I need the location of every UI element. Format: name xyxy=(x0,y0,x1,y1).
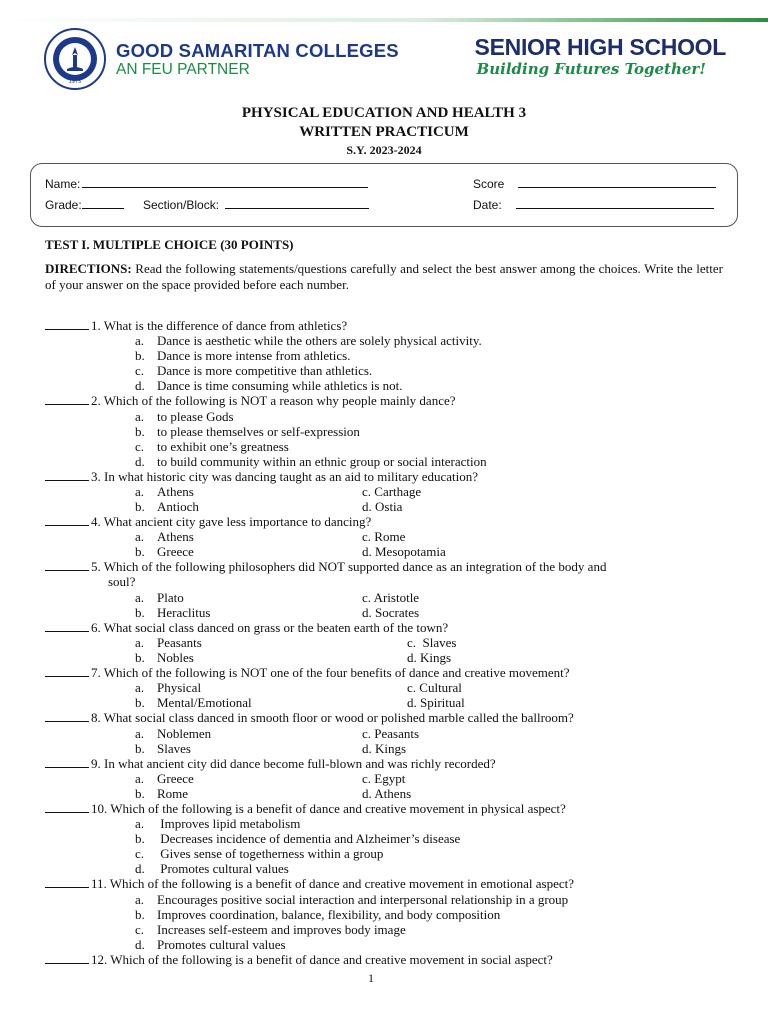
question-text: 11. Which of the following is a benefit of dance and creative movement in emotional aspect? xyxy=(91,876,574,891)
choice-3b: b. Antioch xyxy=(135,499,199,514)
choice-10a: a. Improves lipid metabolism xyxy=(135,816,301,831)
choice-11c: c. Increases self-esteem and improves body image xyxy=(135,922,406,937)
choice-7d: d. Spiritual xyxy=(407,695,465,710)
question-text: 6. What social class danced on grass or the beaten earth of the town? xyxy=(91,620,449,635)
college-name-line1: GOOD SAMARITAN COLLEGES xyxy=(116,40,399,61)
choice-9c: c. Egypt xyxy=(362,771,406,786)
question-text: 12. Which of the following is a benefit of dance and creative movement in social aspect? xyxy=(91,952,553,967)
question-text: 7. Which of the following is NOT one of the four benefits of dance and creative movement? xyxy=(91,665,570,680)
choice-1a: a. Dance is aesthetic while the others are solely physical activity. xyxy=(135,333,482,348)
question-10 xyxy=(45,801,566,817)
choice-7c: c. Cultural xyxy=(407,680,462,695)
question-3 xyxy=(45,469,478,485)
choice-3a: a. Athens xyxy=(135,484,194,499)
answer-blank[interactable] xyxy=(45,710,89,722)
answer-blank[interactable] xyxy=(45,876,89,888)
college-name-line2: AN FEU PARTNER xyxy=(116,61,250,78)
choice-11b: b. Improves coordination, balance, flexibility, and body composition xyxy=(135,907,501,922)
choice-8b: b. Slaves xyxy=(135,741,191,756)
test-title: TEST I. MULTIPLE CHOICE (30 POINTS) xyxy=(45,237,294,252)
directions-text: Read the following statements/questions carefully and select the best answer among the choices. Write the letter of your answer on the space provided before each number. xyxy=(45,261,723,292)
page-number: 1 xyxy=(368,971,374,985)
choice-1c: c. Dance is more competitive than athletics. xyxy=(135,363,373,378)
student-info-box xyxy=(30,163,738,227)
choice-5d: d. Socrates xyxy=(362,605,420,620)
name-line[interactable] xyxy=(82,175,368,188)
section-label: Section/Block: xyxy=(143,198,220,212)
document-title xyxy=(0,104,768,159)
shs-title: SENIOR HIGH SCHOOL xyxy=(474,34,726,60)
choice-4b: b. Greece xyxy=(135,544,194,559)
choice-4c: c. Rome xyxy=(362,529,406,544)
shs-tagline: Building Futures Together! xyxy=(476,60,706,78)
date-label: Date: xyxy=(473,198,502,212)
question-text: 10. Which of the following is a benefit of dance and creative movement in physical aspect? xyxy=(91,801,566,816)
choice-8a: a. Noblemen xyxy=(135,726,212,741)
header-accent-bar xyxy=(0,18,768,22)
score-line[interactable] xyxy=(518,175,716,188)
choice-3d: d. Ostia xyxy=(362,499,403,514)
question-12 xyxy=(45,952,553,968)
question-9 xyxy=(45,756,496,772)
choice-3c: c. Carthage xyxy=(362,484,422,499)
choice-10d: d. Promotes cultural values xyxy=(135,861,289,876)
choice-2b: b. to please themselves or self-expression xyxy=(135,424,360,439)
question-text: 3. In what historic city was dancing taught as an aid to military education? xyxy=(91,469,479,484)
question-text: 9. In what ancient city did dance become full-blown and was richly recorded? xyxy=(91,756,496,771)
question-text: 8. What social class danced in smooth floor or wood or polished marble called the ballroom? xyxy=(91,710,574,725)
school-year: S.Y. 2023-2024 xyxy=(346,143,422,157)
choice-11d: d. Promotes cultural values xyxy=(135,937,286,952)
answer-blank[interactable] xyxy=(45,801,89,813)
question-6 xyxy=(45,620,448,636)
answer-blank[interactable] xyxy=(45,559,89,571)
choice-1d: d. Dance is time consuming while athletics is not. xyxy=(135,378,403,393)
choice-7a: a. Physical xyxy=(135,680,202,695)
answer-blank[interactable] xyxy=(45,952,89,964)
choice-4a: a. Athens xyxy=(135,529,194,544)
grade-field[interactable] xyxy=(45,196,124,212)
grade-label: Grade: xyxy=(45,198,82,212)
choice-5c: c. Aristotle xyxy=(362,590,420,605)
name-label: Name: xyxy=(45,177,81,191)
score-label: Score xyxy=(473,177,505,191)
answer-blank[interactable] xyxy=(45,469,89,481)
score-field[interactable] xyxy=(473,175,716,191)
svg-text:1975: 1975 xyxy=(68,79,82,85)
choice-8c: c. Peasants xyxy=(362,726,420,741)
question-5-cont: soul? xyxy=(108,574,136,589)
answer-blank[interactable] xyxy=(45,665,89,677)
section-line[interactable] xyxy=(225,196,369,209)
question-text: 2. Which of the following is NOT a reason why people mainly dance? xyxy=(91,393,456,408)
date-field[interactable] xyxy=(473,196,714,212)
directions-label: DIRECTIONS: xyxy=(45,261,132,276)
question-4 xyxy=(45,514,371,530)
choice-6d: d. Kings xyxy=(407,650,452,665)
answer-blank[interactable] xyxy=(45,514,89,526)
title-line2: WRITTEN PRACTICUM xyxy=(299,124,469,140)
choice-8d: d. Kings xyxy=(362,741,407,756)
choice-9d: d. Athens xyxy=(362,786,412,801)
choice-1b: b. Dance is more intense from athletics. xyxy=(135,348,351,363)
choice-11a: a. Encourages positive social interaction and interpersonal relationship in a group xyxy=(135,892,569,907)
choice-2a: a. to please Gods xyxy=(135,409,234,424)
college-seal-logo xyxy=(44,28,106,90)
question-text: 5. Which of the following philosophers did NOT supported dance as an integration of the body and xyxy=(91,559,607,574)
choice-5b: b. Heraclitus xyxy=(135,605,211,620)
question-text: 4. What ancient city gave less importance to dancing? xyxy=(91,514,372,529)
choice-6a: a. Peasants xyxy=(135,635,202,650)
name-field[interactable] xyxy=(45,175,368,191)
college-header xyxy=(44,28,399,90)
section-field[interactable] xyxy=(143,196,369,212)
question-7 xyxy=(45,665,570,681)
answer-blank[interactable] xyxy=(45,756,89,768)
question-11 xyxy=(45,876,574,892)
question-1 xyxy=(45,318,347,334)
choice-2d: d. to build community within an ethnic group or social interaction xyxy=(135,454,487,469)
choice-6b: b. Nobles xyxy=(135,650,194,665)
answer-blank[interactable] xyxy=(45,620,89,632)
choice-9b: b. Rome xyxy=(135,786,189,801)
choice-2c: c. to exhibit one’s greatness xyxy=(135,439,289,454)
question-5 xyxy=(45,559,606,575)
title-line1: PHYSICAL EDUCATION AND HEALTH 3 xyxy=(241,105,527,121)
question-text: 1. What is the difference of dance from athletics? xyxy=(91,318,348,333)
directions xyxy=(45,261,723,293)
question-2 xyxy=(45,393,456,409)
choice-5a: a. Plato xyxy=(135,590,184,605)
grade-line[interactable] xyxy=(82,196,124,209)
choice-7b: b. Mental/Emotional xyxy=(135,695,252,710)
shs-logo xyxy=(475,34,726,78)
answer-blank[interactable] xyxy=(45,318,89,330)
choice-6c: c. Slaves xyxy=(407,635,457,650)
choice-9a: a. Greece xyxy=(135,771,194,786)
answer-blank[interactable] xyxy=(45,393,89,405)
date-line[interactable] xyxy=(516,196,714,209)
choice-10b: b. Decreases incidence of dementia and Alzheimer’s disease xyxy=(135,831,461,846)
choice-10c: c. Gives sense of togetherness within a group xyxy=(135,846,384,861)
choice-4d: d. Mesopotamia xyxy=(362,544,446,559)
question-8 xyxy=(45,710,574,726)
college-name xyxy=(116,40,399,78)
